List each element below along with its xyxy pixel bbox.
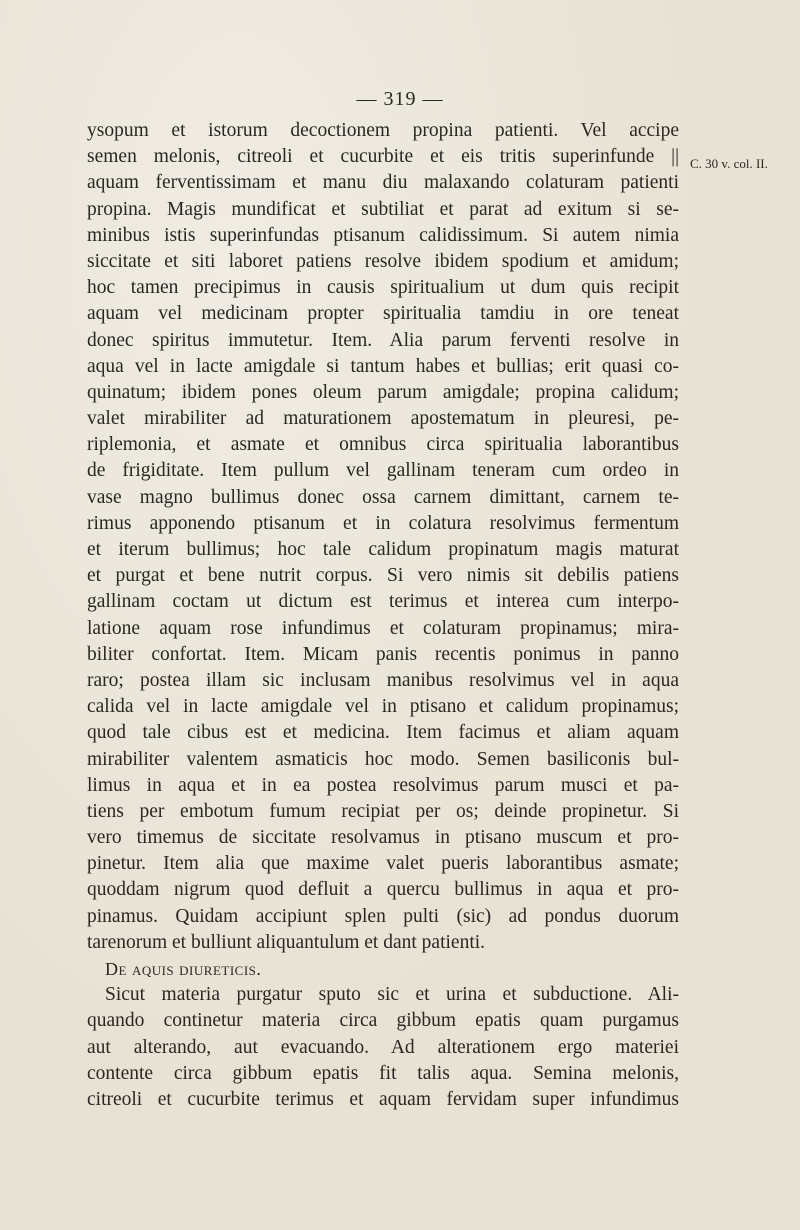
text-line: et purgat et bene nutrit corpus. Si vero nimis sit debilis patiens — [87, 565, 679, 587]
text-line: vero timemus de siccitate resolvamus in ptisano muscum et pro- — [87, 827, 679, 849]
page-number: — 319 — — [356, 88, 444, 110]
text-line: semen melonis, citreoli et cucurbite et eis tritis superinfunde || — [87, 146, 679, 168]
text-line: mirabiliter valentem asmaticis hoc modo. Semen basiliconis bul- — [87, 748, 679, 770]
text-line: tarenorum et bulliunt aliquantulum et dant patienti. — [87, 931, 486, 953]
text-line: quoddam nigrum quod defluit a quercu bullimus in aqua et pro- — [87, 879, 679, 901]
text-line: aquam ferventissimam et manu diu malaxando colaturam patienti — [87, 172, 679, 194]
text-line: minibus istis superinfundas ptisanum calidissimum. Si autem nimia — [87, 224, 679, 246]
section-heading: De aquis diureticis. — [105, 959, 262, 979]
text-line: gallinam coctam ut dictum est terimus et interea cum interpo- — [87, 591, 679, 613]
text-line: propina. Magis mundificat et subtiliat et parat ad exitum si se- — [87, 198, 679, 220]
text-line: limus in aqua et in ea postea resolvimus parum musci et pa- — [87, 774, 679, 796]
text-line: quinatum; ibidem pones oleum parum amigdale; propina calidum; — [87, 381, 679, 403]
text-line: pinamus. Quidam accipiunt splen pulti (sic) ad pondus duorum — [87, 905, 679, 927]
text-line: biliter confortat. Item. Micam panis recentis ponimus in panno — [87, 643, 679, 665]
text-line: de frigiditate. Item pullum vel gallinam teneram cum ordeo in — [87, 460, 679, 482]
text-line: citreoli et cucurbite terimus et aquam fervidam super infundimus — [87, 1088, 679, 1110]
text-line: riplemonia, et asmate et omnibus circa spiritualia laborantibus — [87, 434, 679, 456]
text-line: calida vel in lacte amigdale vel in ptisano et calidum propinamus; — [87, 696, 679, 718]
text-line: valet mirabiliter ad maturationem apostematum in pleuresi, pe- — [87, 408, 679, 430]
text-line: ysopum et istorum decoctionem propina patienti. Vel accipe — [87, 120, 679, 141]
text-line: quando continetur materia circa gibbum epatis quam purgamus — [87, 1010, 679, 1032]
body-text — [87, 118, 679, 1113]
text-line: latione aquam rose infundimus et colaturam propinamus; mira- — [87, 617, 679, 639]
text-line: hoc tamen precipimus in causis spiritualium ut dum quis recipit — [87, 277, 679, 299]
text-line: contente circa gibbum epatis fit talis aqua. Semina melonis, — [87, 1062, 679, 1084]
text-line: aqua vel in lacte amigdale si tantum habes et bullias; erit quasi co- — [87, 355, 679, 377]
text-line: raro; postea illam sic inclusam manibus resolvimus vel in aqua — [87, 669, 679, 691]
text-line: siccitate et siti laboret patiens resolve ibidem spodium et amidum; — [87, 250, 679, 272]
text-line: tiens per embotum fumum recipiat per os; deinde propinetur. Si — [87, 800, 679, 822]
text-line: aquam vel medicinam propter spiritualia tamdiu in ore teneat — [87, 303, 679, 325]
text-line: Sicut materia purgatur sputo sic et urina et subductione. Ali- — [105, 984, 679, 1006]
text-line: donec spiritus immutetur. Item. Alia parum ferventi resolve in — [87, 329, 679, 351]
text-line: rimus apponendo ptisanum et in colatura resolvimus fermentum — [87, 512, 679, 534]
margin-note: C. 30 v. col. II. — [690, 156, 768, 171]
text-line: quod tale cibus est et medicina. Item facimus et aliam aquam — [87, 722, 679, 744]
text-line: pinetur. Item alia que maxime valet pueris laborantibus asmate; — [87, 853, 679, 875]
text-line: vase magno bullimus donec ossa carnem dimittant, carnem te- — [87, 486, 679, 508]
text-line: et iterum bullimus; hoc tale calidum propinatum magis maturat — [87, 539, 679, 560]
text-line: aut alterando, aut evacuando. Ad alterationem ergo materiei — [87, 1036, 679, 1058]
